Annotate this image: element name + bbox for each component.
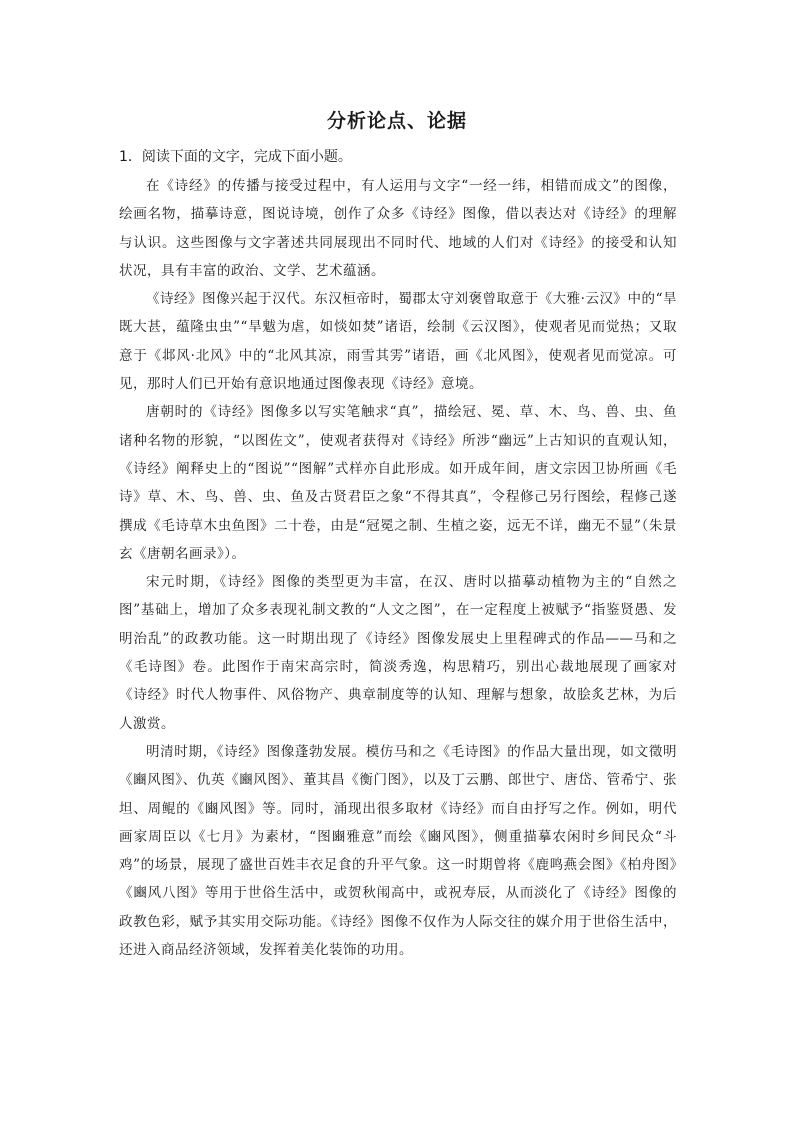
passage-paragraph-3: 唐朝时的《诗经》图像多以写实笔触求“真”，描绘冠、冕、草、木、鸟、兽、虫、鱼诸种名物的形貌，“以图佐文”，使观者获得对《诗经》所涉“幽远”上古知识的直观认知，《诗经》阐释史上的“图说”“图解”式样亦自此形成。如开成年间，唐文宗因卫协所画《毛诗》草、木、鸟、兽、虫、鱼及古贤君臣之象“不得其真”，令程修己另行图绘，程修己遂撰成《毛诗草木虫鱼图》二十卷，由是“冠冕之制、生植之姿，远无不详，幽无不显”（朱景玄《唐朝名画录》）。	[119, 404, 677, 562]
question-prompt: 1．阅读下面的文字，完成下面小题。	[119, 149, 352, 165]
passage-paragraph-2: 《诗经》图像兴起于汉代。东汉桓帝时，蜀郡太守刘褒曾取意于《大雅·云汉》中的“旱既大甚，蕴隆虫虫”“旱魃为虐，如惔如焚”诸语，绘制《云汉图》，使观者见而觉热；又取意于《邶风·北风》中的“北风其凉，雨雪其雱”诸语，画《北风图》，使观者见而觉凉。可见，那时人们已开始有意识地通过图像表现《诗经》意境。	[119, 291, 677, 393]
reading-passage	[119, 172, 677, 964]
passage-paragraph-1: 在《诗经》的传播与接受过程中，有人运用与文字“一经一纬，相错而成文”的图像，绘画名物，描摹诗意，图说诗境，创作了众多《诗经》图像，借以表达对《诗经》的理解与认识。这些图像与文字著述共同展现出不同时代、地域的人们对《诗经》的接受和认知状况，具有丰富的政治、文学、艺术蕴涵。	[119, 178, 677, 279]
passage-paragraph-4: 宋元时期，《诗经》图像的类型更为丰富，在汉、唐时以描摹动植物为主的“自然之图”基础上，增加了众多表现礼制文教的“人文之图”，在一定程度上被赋予“指鉴贤愚、发明治乱”的政教功能。这一时期出现了《诗经》图像发展史上里程碑式的作品——马和之《毛诗图》卷。此图作于南宋高宗时，简淡秀逸，构思精巧，别出心裁地展现了画家对《诗经》时代人物事件、风俗物产、典章制度等的认知、理解与想象，故脍炙艺林，为后人激赏。	[119, 574, 677, 732]
document-title: 分析论点、论据	[326, 110, 467, 132]
passage-paragraph-5: 明清时期，《诗经》图像蓬勃发展。模仿马和之《毛诗图》的作品大量出现，如文徵明《豳风图》、仇英《豳风图》、董其昌《衡门图》，以及丁云鹏、郎世宁、唐岱、管希宁、张坦、周鲲的《豳风图》等。同时，涌现出很多取材《诗经》而自由抒写之作。例如，明代画家周臣以《七月》为素材，“图豳雅意”而绘《豳风图》，侧重描摹农闲时乡间民众“斗鸡”的场景，展现了盛世百姓丰衣足食的升平气象。这一时期曾将《鹿鸣燕会图》《柏舟图》《豳风八图》等用于世俗生活中，或贺秋闱高中，或祝寿辰，从而淡化了《诗经》图像的政教色彩，赋予其实用交际功能。《诗经》图像不仅作为人际交往的媒介用于世俗生活中，还进入商品经济领域，发挥着美化装饰的功用。	[119, 743, 677, 959]
